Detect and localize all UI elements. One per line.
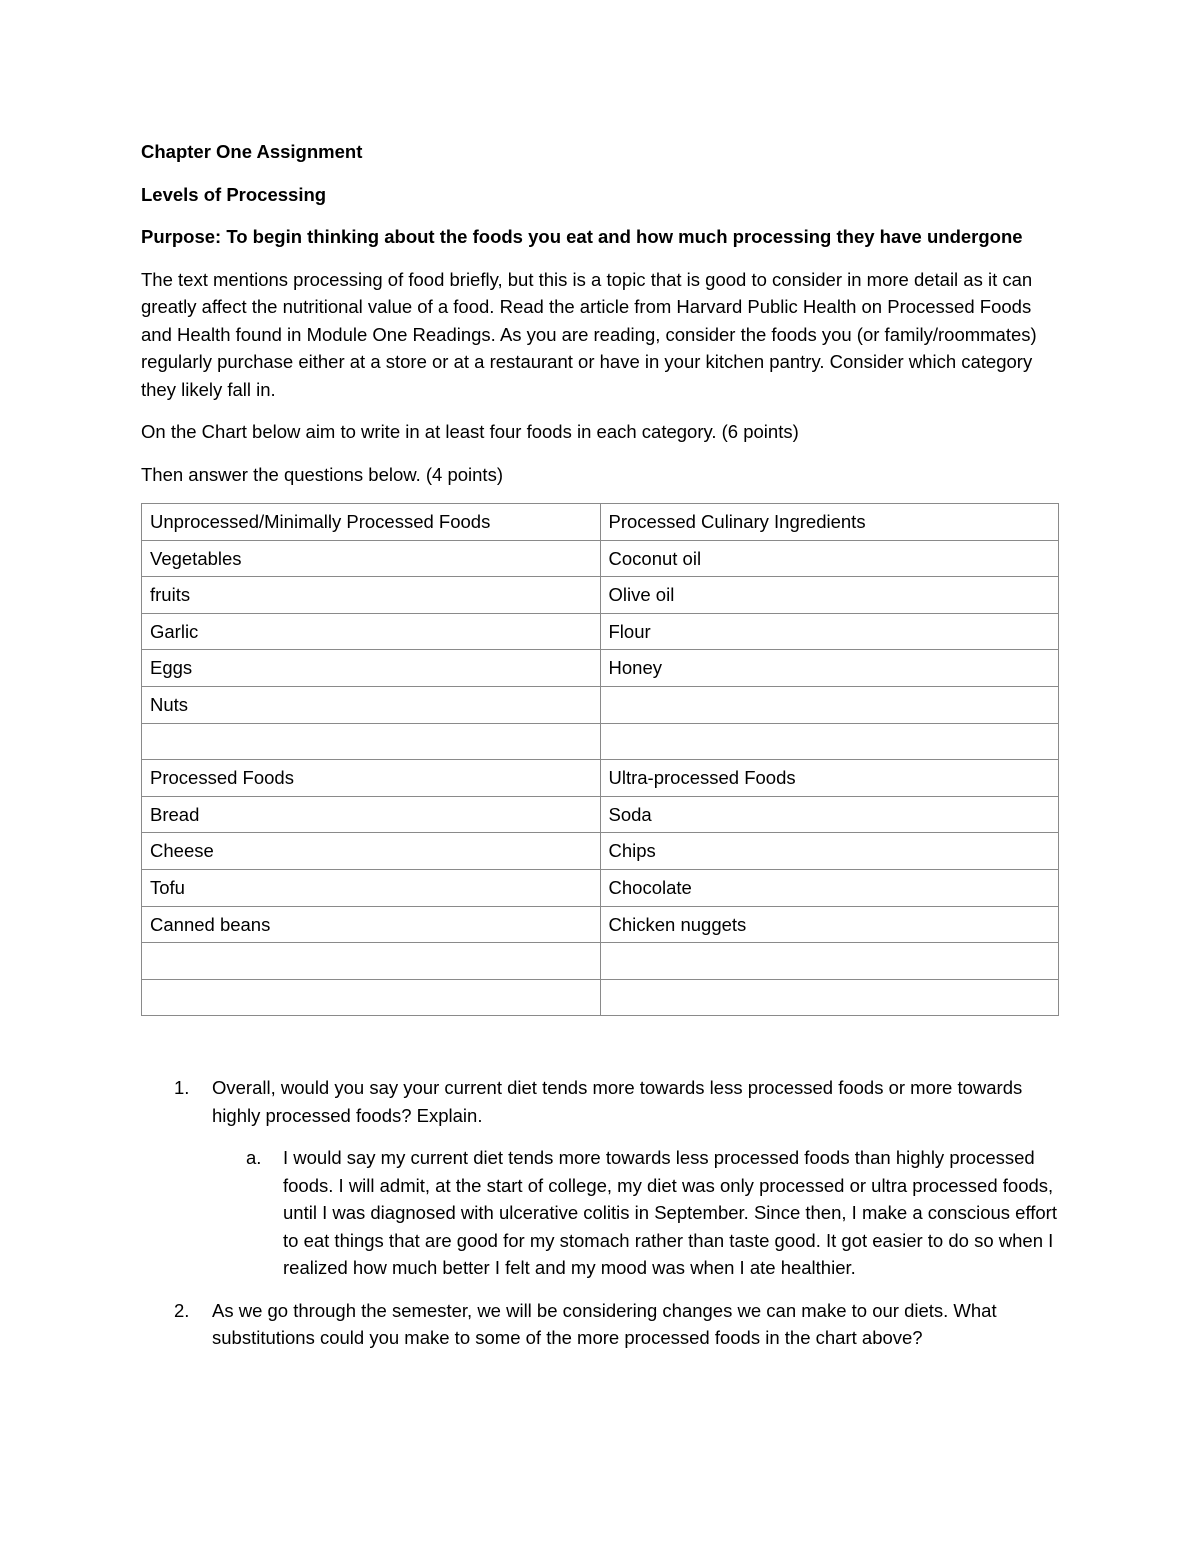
table-cell: Soda — [600, 796, 1059, 833]
table-row — [142, 943, 1059, 980]
table-row — [142, 540, 1059, 577]
table-row — [142, 760, 1059, 797]
table-cell: fruits — [142, 577, 601, 614]
table-cell: Cheese — [142, 833, 601, 870]
table-cell: Olive oil — [600, 577, 1059, 614]
table-cell — [142, 723, 601, 760]
question-item — [141, 1297, 1059, 1352]
table-row — [142, 650, 1059, 687]
table-cell: Bread — [142, 796, 601, 833]
answer-letter: a. — [246, 1147, 262, 1169]
food-category-table — [141, 503, 1059, 1016]
table-row — [142, 686, 1059, 723]
intro-paragraph: The text mentions processing of food briefly, but this is a topic that is good to consider in more detail as it can greatly affect the nutritional value of a food. Read the article from Harvard Public Health on Processed Foods and Health found in Module One Readings. As you are reading, consider the foods you (or family/roommates) regularly purchase either at a store or at a restaurant or have in your kitchen pantry. Consider which category they likely fall in. — [141, 268, 1037, 400]
table-cell — [142, 979, 601, 1016]
table-cell: Processed Foods — [142, 760, 601, 797]
question-list — [141, 1074, 1059, 1352]
table-cell — [142, 943, 601, 980]
table-cell: Processed Culinary Ingredients — [600, 504, 1059, 541]
table-cell: Flour — [600, 613, 1059, 650]
table-row — [142, 504, 1059, 541]
table-cell — [600, 686, 1059, 723]
table-row — [142, 869, 1059, 906]
table-row — [142, 979, 1059, 1016]
question-number: 1. — [174, 1077, 190, 1099]
table-cell — [600, 723, 1059, 760]
answer-text: I would say my current diet tends more towards less processed foods than highly processed foods. I will admit, at the start of college, my diet was only processed or ultra processed foods, until I was diagnosed with ulcerative colitis in September. Since then, I make a conscious effort to eat things that are good for my stomach rather than taste good. It got easier to do so when I realized how much better I felt and my mood was when I ate healthier. — [283, 1147, 1057, 1279]
table-cell — [600, 979, 1059, 1016]
table-row — [142, 906, 1059, 943]
document-subheading: Levels of Processing — [141, 183, 327, 205]
table-row — [142, 833, 1059, 870]
table-cell: Coconut oil — [600, 540, 1059, 577]
table-row — [142, 796, 1059, 833]
table-row — [142, 613, 1059, 650]
table-row — [142, 723, 1059, 760]
question-item — [141, 1074, 1059, 1282]
table-cell: Nuts — [142, 686, 601, 723]
table-cell: Chocolate — [600, 869, 1059, 906]
table-row — [142, 577, 1059, 614]
table-cell: Garlic — [142, 613, 601, 650]
questions-instruction: Then answer the questions below. (4 points) — [141, 463, 503, 485]
chart-instruction: On the Chart below aim to write in at least four foods in each category. (6 points) — [141, 421, 799, 442]
table-cell: Canned beans — [142, 906, 601, 943]
question-text: As we go through the semester, we will be considering changes we can make to our diets. What substitutions could you make to some of the more processed foods in the chart above? — [212, 1299, 997, 1349]
table-cell: Unprocessed/Minimally Processed Foods — [142, 504, 601, 541]
table-cell: Tofu — [142, 869, 601, 906]
table-cell: Chicken nuggets — [600, 906, 1059, 943]
table-cell: Honey — [600, 650, 1059, 687]
table-cell: Ultra-processed Foods — [600, 760, 1059, 797]
answer-list — [212, 1144, 1059, 1282]
question-number: 2. — [174, 1299, 190, 1321]
question-text: Overall, would you say your current diet tends more towards less processed foods or more towards highly processed foods? Explain. — [212, 1077, 1023, 1126]
answer-item — [141, 1144, 1059, 1282]
purpose-statement: Purpose: To begin thinking about the foods you eat and how much processing they have undergone — [141, 226, 1023, 247]
table-cell: Vegetables — [142, 540, 601, 577]
table-cell: Eggs — [142, 650, 601, 687]
document-page — [141, 138, 1059, 1352]
document-heading: Chapter One Assignment — [141, 141, 363, 162]
table-cell — [600, 943, 1059, 980]
table-cell: Chips — [600, 833, 1059, 870]
